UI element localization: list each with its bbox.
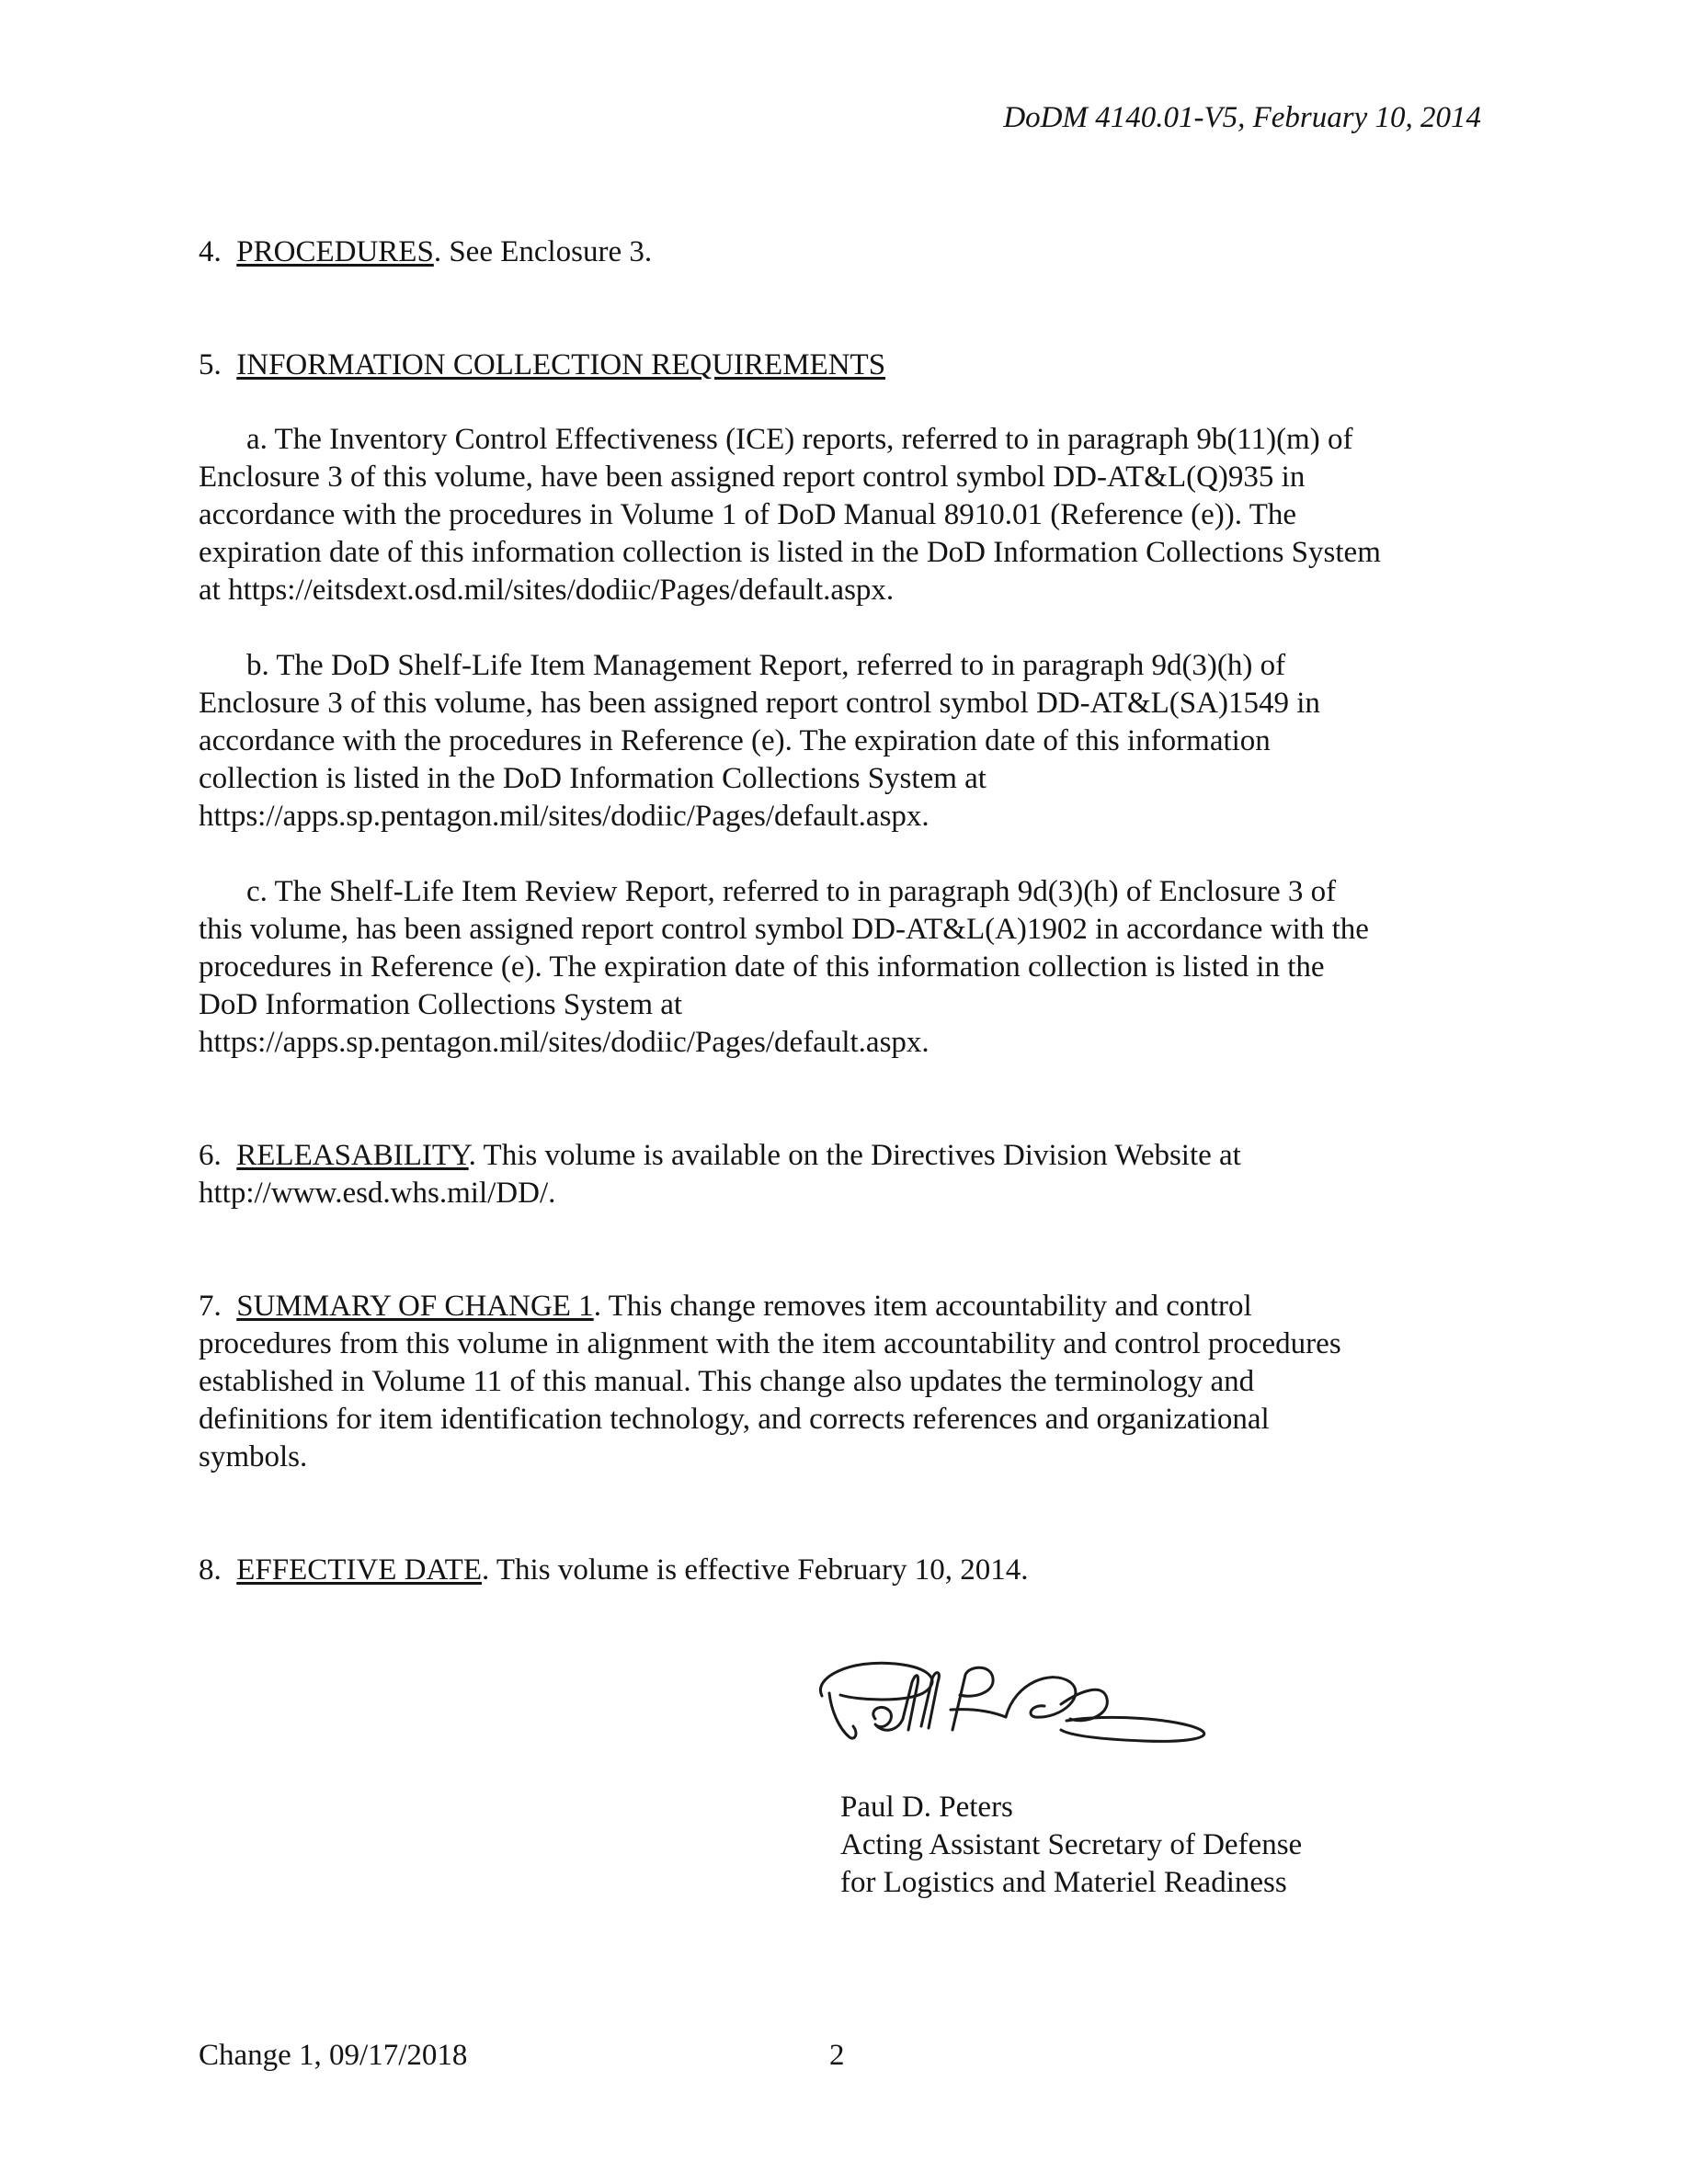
document-body — [199, 233, 1504, 1589]
paragraph-5a-line: a. The Inventory Control Effectiveness (ICE) reports, referred to in paragraph 9b(11)(m) of — [246, 423, 1353, 456]
section-6 — [199, 1137, 1504, 1212]
paragraph-5a-line: accordance with the procedures in Volume 1 of DoD Manual 8910.01 (Reference (e)). The — [199, 498, 1296, 531]
paragraph-5b — [199, 647, 1504, 836]
section-4-title: PROCEDURES — [236, 235, 434, 268]
signer-block — [840, 1789, 1302, 1902]
section-7-line: definitions for item identification technology, and corrects references and organizational — [199, 1403, 1270, 1436]
signer-title-line: for Logistics and Materiel Readiness — [840, 1866, 1287, 1899]
section-8-text: . This volume is effective February 10, 2014. — [482, 1553, 1029, 1587]
section-7-line: established in Volume 11 of this manual. This change also updates the terminology and — [199, 1365, 1255, 1398]
section-7-line: symbols. — [199, 1440, 308, 1473]
section-7-title: SUMMARY OF CHANGE 1 — [236, 1290, 594, 1323]
paragraph-5a-line: Enclosure 3 of this volume, have been assigned report control symbol DD-AT&L(Q)935 in — [199, 461, 1306, 494]
paragraph-5b-line: Enclosure 3 of this volume, has been assigned report control symbol DD-AT&L(SA)1549 in — [199, 687, 1320, 720]
paragraph-5c-line: this volume, has been assigned report control symbol DD-AT&L(A)1902 in accordance with the — [199, 913, 1369, 946]
paragraph-5a — [199, 421, 1504, 609]
section-7 — [199, 1288, 1504, 1476]
section-7-text: . This change removes item accountability and control — [593, 1290, 1252, 1323]
section-4-text: . See Enclosure 3. — [433, 235, 653, 268]
section-5-title: INFORMATION COLLECTION REQUIREMENTS — [236, 348, 886, 381]
paragraph-5a-line: expiration date of this information collection is listed in the DoD Information Collections System — [199, 536, 1381, 569]
paragraph-5b-line: https://apps.sp.pentagon.mil/sites/dodiic/Pages/default.aspx. — [199, 800, 930, 833]
paragraph-5c — [199, 873, 1504, 1062]
paragraph-5c-line: DoD Information Collections System at — [199, 988, 683, 1021]
paragraph-5c-line: c. The Shelf-Life Item Review Report, referred to in paragraph 9d(3)(h) of Enclosure 3 of — [246, 875, 1337, 908]
signer-title-line: Acting Assistant Secretary of Defense — [840, 1828, 1303, 1861]
section-5-number: 5. — [199, 348, 222, 381]
section-4-number: 4. — [199, 235, 222, 268]
paragraph-5b-line: accordance with the procedures in Reference (e). The expiration date of this information — [199, 724, 1271, 757]
section-5 — [199, 347, 1504, 384]
paragraph-5c-line: procedures in Reference (e). The expiration date of this information collection is listed in the — [199, 950, 1325, 984]
section-7-number: 7. — [199, 1290, 222, 1323]
section-6-text: . This volume is available on the Directives Division Website at — [468, 1139, 1241, 1172]
section-4 — [199, 233, 1504, 271]
section-6-number: 6. — [199, 1139, 222, 1172]
page-number: 2 — [829, 2039, 845, 2072]
section-7-line: procedures from this volume in alignment with the item accountability and control procedures — [199, 1327, 1341, 1360]
signer-name: Paul D. Peters — [840, 1791, 1013, 1824]
paragraph-5b-line: b. The DoD Shelf-Life Item Management Report, referred to in paragraph 9d(3)(h) of — [246, 649, 1286, 682]
section-8 — [199, 1552, 1504, 1589]
section-8-number: 8. — [199, 1553, 222, 1587]
paragraph-5a-line: at https://eitsdext.osd.mil/sites/dodiic/Pages/default.aspx. — [199, 574, 895, 607]
section-8-title: EFFECTIVE DATE — [236, 1553, 482, 1587]
section-6-url: http://www.esd.whs.mil/DD/. — [199, 1177, 556, 1210]
document-header: DoDM 4140.01-V5, February 10, 2014 — [1003, 101, 1481, 134]
section-6-title: RELEASABILITY — [236, 1139, 469, 1172]
signature — [794, 1645, 1217, 1756]
footer-change: Change 1, 09/17/2018 — [199, 2039, 468, 2072]
paragraph-5c-line: https://apps.sp.pentagon.mil/sites/dodiic/Pages/default.aspx. — [199, 1026, 930, 1059]
paragraph-5b-line: collection is listed in the DoD Information Collections System at — [199, 762, 987, 795]
